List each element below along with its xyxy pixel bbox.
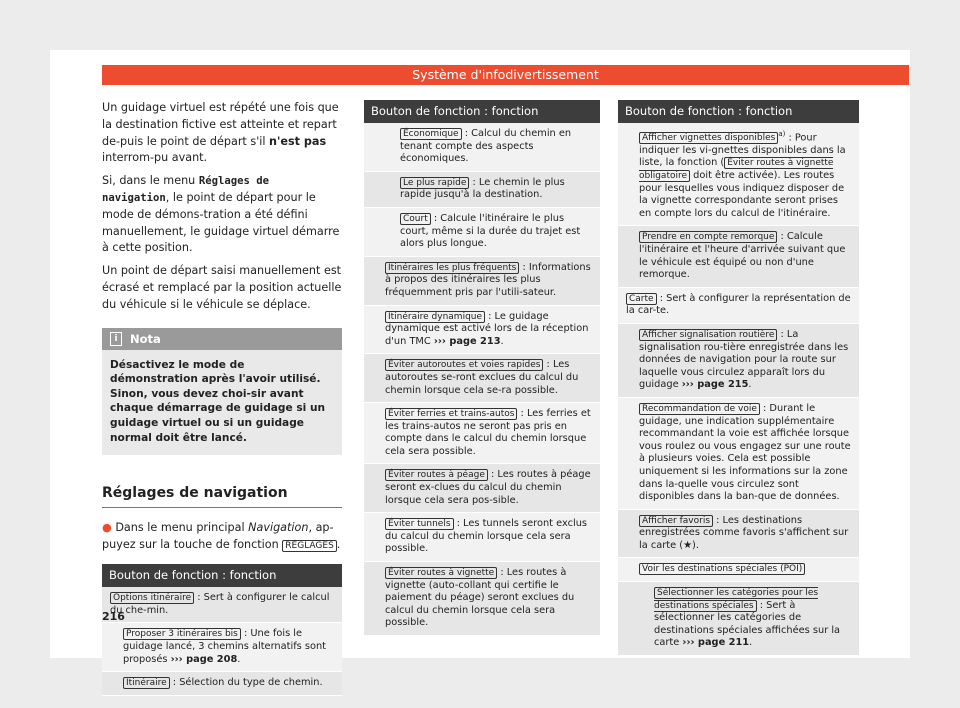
table-row: Prendre en compte remorque : Calcule l'itinéraire et l'heure d'arrivée suivant que le véhicule est équipé ou non d'une remorque. <box>618 226 859 287</box>
table-row: Proposer 3 itinéraires bis : Une fois le guidage lancé, 3 chemins alternatifs sont proposés ››› page 208. <box>102 623 342 672</box>
table-row: Options itinéraire : Sert à configurer le calcul du che-min. <box>102 587 342 623</box>
column-middle <box>364 100 600 636</box>
table-row: Sélectionner les catégories pour les destinations spéciales : Sert à sélectionner les catégories de destinations spéciales affichées sur la carte ››› page 211. <box>618 582 859 656</box>
table-row: Itinéraire dynamique : Le guidage dynamique est activé lors de la réception d'un TMC ››› page 213. <box>364 306 600 355</box>
table-header: Bouton de fonction : fonction <box>618 100 859 123</box>
table-row: Économique : Calcul du chemin en tenant compte des aspects économiques. <box>364 123 600 172</box>
table-row: Éviter autoroutes et voies rapides : Les autoroutes se-ront exclues du calcul du chemin lorsque cela se-ra possible. <box>364 354 600 403</box>
paragraph-virtual-guidance: Un guidage virtuel est répété une fois que la destination fictive est atteinte et repart de-puis le point de départ s'il n'est pas interrom-pu avant. <box>102 101 339 165</box>
page-header: Système d'infodivertissement <box>102 65 909 85</box>
star-icon: ★ <box>683 539 693 551</box>
table-row: Recommandation de voie : Durant le guidage, une indication supplémentaire recommandant la voie est affichée lorsque vous roulez ou vous engagez sur une route à plusieurs voies. Cela est possible uniquement si les informations sur la zone dans la-quelle vous circulez sont disponibles dans la ban-que de données. <box>618 398 859 510</box>
table-row: Carte : Sert à configurer la représentation de la car-te. <box>618 288 859 324</box>
note-header: i Nota <box>102 328 342 350</box>
paragraph-overwrite: Un point de départ saisi manuellement est écrasé et remplacé par la position actuelle du véhicule si le véhicule se déplace. <box>102 264 342 311</box>
function-table-right <box>618 100 859 656</box>
table-row: Éviter routes à vignette : Les routes à vignette (auto-collant qui certifie le paiement du péage) seront exclues du calcul du chemin lorsque cela sera possible. <box>364 562 600 636</box>
table-row: Afficher vignettes disponibles $^{a)}$ : Pour indiquer les vi-gnettes disponibles dans la liste, la fonction ( Éviter routes à vignette obligatoire doit être activée). Les routes pour lesquelles vous indiquez disposer de la vignette correspondante seront prises en compte lors du calcul de l'itinéraire. <box>618 123 859 226</box>
section-title: Réglages de navigation <box>102 485 342 508</box>
function-table-left <box>102 564 342 696</box>
bullet-instruction: ● Dans le menu principal Navigation, ap-puyez sur la touche de fonction RÉGLAGES . <box>102 521 341 551</box>
table-header: Bouton de fonction : fonction <box>102 564 342 587</box>
bullet-dot: ● <box>102 521 112 535</box>
page <box>50 50 910 689</box>
table-header: Bouton de fonction : fonction <box>364 100 600 123</box>
table-row: Court : Calcule l'itinéraire le plus court, même si la durée du trajet est alors plus longue. <box>364 208 600 257</box>
table-row: Éviter ferries et trains-autos : Les ferries et les trains-autos ne seront pas pris en compte dans le calcul du chemin lorsque cela sera possible. <box>364 403 600 464</box>
column-left <box>102 100 342 696</box>
paragraph-start-point: Si, dans le menu Réglages de navigation, le point de départ pour le mode de démons-tration a été défini manuellement, le guidage virtuel démarre à cette position. <box>102 174 340 255</box>
table-row: Afficher favoris : Les destinations enregistrées comme favoris s'affichent sur la carte (★). <box>618 510 859 559</box>
settings-key: RÉGLAGES <box>282 540 337 552</box>
note-box <box>102 328 342 456</box>
table-row: Voir les destinations spéciales (POI) <box>618 558 859 582</box>
column-right <box>618 100 859 656</box>
table-row: Éviter tunnels : Les tunnels seront exclus du calcul du chemin lorsque cela sera possible. <box>364 513 600 562</box>
menu-name: Réglages de navigation <box>102 175 269 204</box>
table-row: Afficher signalisation routière : La signalisation rou-tière enregistrée dans les données de navigation pour la route sur laquelle vous circulez apparaît lors du guidage ››› page 215. <box>618 324 859 398</box>
note-text: Désactivez le mode de démonstration après l'avoir utilisé. Sinon, vous devez choi-sir avant chaque démarrage de guidage si un guidage virtuel ou si un guidage normal doit être lancé. <box>110 358 326 444</box>
table-row: Itinéraires les plus fréquents : Informations à propos des itinéraires les plus fréquemment pris par l'utili-sateur. <box>364 257 600 306</box>
table-row: Éviter routes à péage : Les routes à péage seront ex-clues du calcul du chemin lorsque cela sera pos-sible. <box>364 464 600 513</box>
page-number: 216 <box>102 610 125 623</box>
function-table-middle <box>364 100 600 636</box>
table-row: Itinéraire : Sélection du type de chemin. <box>102 672 342 696</box>
info-icon: i <box>110 332 122 346</box>
table-row: Le plus rapide : Le chemin le plus rapide jusqu'à la destination. <box>364 172 600 208</box>
